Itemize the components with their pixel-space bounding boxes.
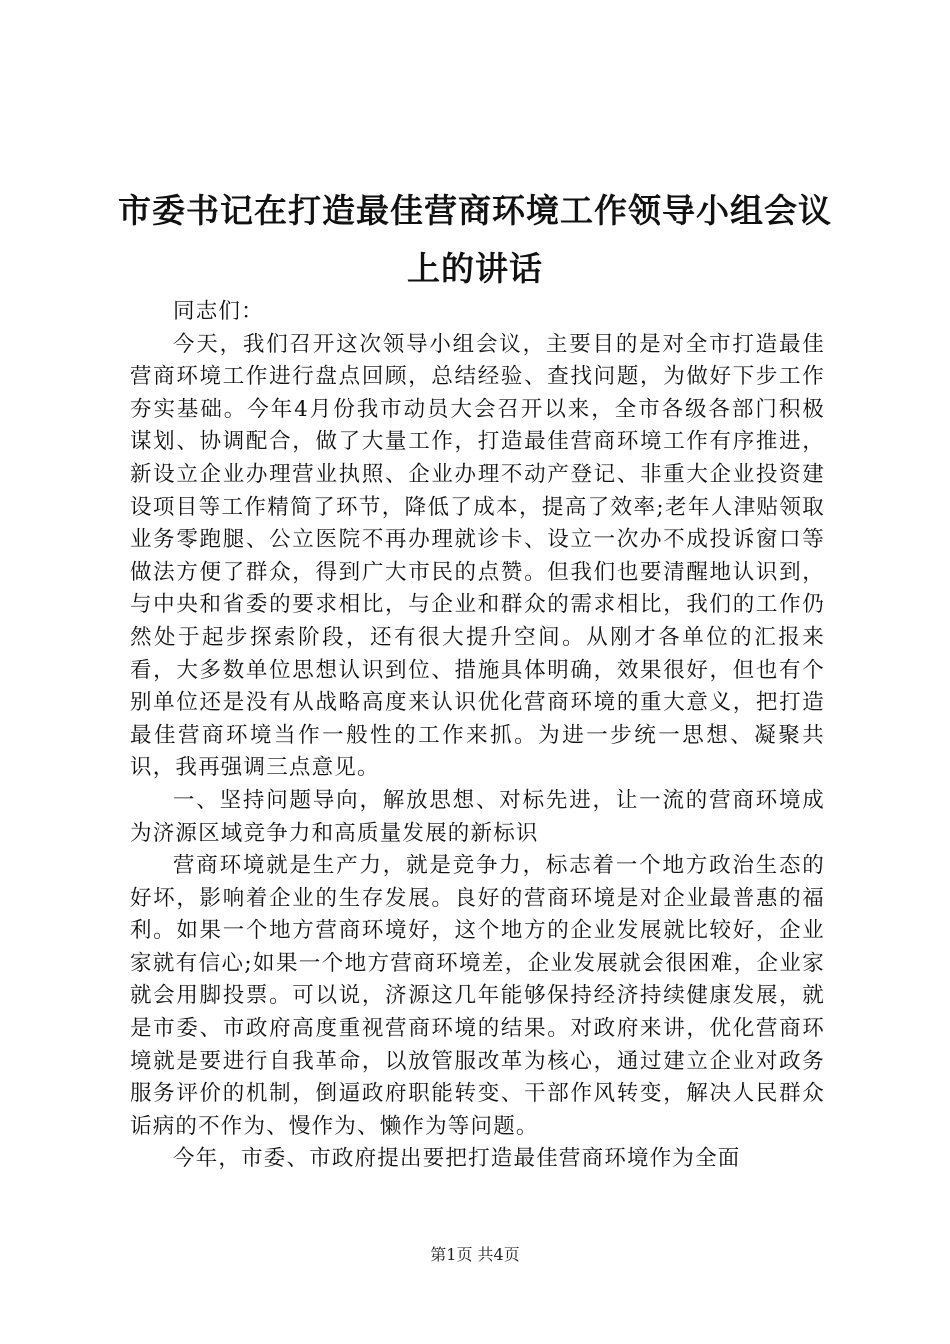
section-heading-1: 一、坚持问题导向，解放思想、对标先进，让一流的营商环境成为济源区域竞争力和高质量发展的新标识: [130, 787, 825, 846]
paragraph-business-environment: 营商环境就是生产力，就是竞争力，标志着一个地方政治生态的好坏，影响着企业的生存发展。良好的营商环境是对企业最普惠的福利。如果一个地方营商环境好，这个地方的企业发展就比较好，企业家就有信心;如果一个地方营商环境差，企业发展就会很困难，企业家就会用脚投票。可以说，济源这几年能够保持经济持续健康发展，就是市委、市政府高度重视营商环境的结果。对政府来讲，优化营商环境就是要进行自我革命，以放管服改革为核心，通过建立企业对政务服务评价的机制，倒逼政府职能转变、干部作风转变，解决人民群众诟病的不作为、慢作为、懒作为等问题。: [130, 853, 825, 1139]
paragraph-intro: 今天，我们召开这次领导小组会议，主要目的是对全市打造最佳营商环境工作进行盘点回顾，总结经验、查找问题，为做好下步工作夯实基础。今年4月份我市动员大会召开以来，全市各级各部门积极谋划、协调配合，做了大量工作，打造最佳营商环境工作有序推进，新设立企业办理营业执照、企业办理不动产登记、非重大企业投资建设项目等工作精简了环节，降低了成本，提高了效率;老年人津贴领取业务零跑腿、公立医院不再办理就诊卡、设立一次办不成投诉窗口等做法方便了群众，得到广大市民的点赞。但我们也要清醒地认识到，与中央和省委的要求相比，与企业和群众的需求相比，我们的工作仍然处于起步探索阶段，还有很大提升空间。从刚才各单位的汇报来看，大多数单位思想认识到位、措施具体明确，效果很好，但也有个别单位还是没有从战略高度来认识优化营商环境的重大意义，把打造最佳营商环境当作一般性的工作来抓。为进一步统一思想、凝聚共识，我再强调三点意见。: [130, 331, 825, 781]
paragraph-this-year: 今年，市委、市政府提出要把打造最佳营商环境作为全面: [173, 1146, 741, 1172]
document-body: [130, 296, 825, 1176]
page-footer: 第1页 共4页: [430, 1245, 520, 1264]
salutation: 同志们：: [173, 299, 264, 324]
document-title: 市委书记在打造最佳营商环境工作领导小组会议上的讲话: [118, 191, 832, 288]
